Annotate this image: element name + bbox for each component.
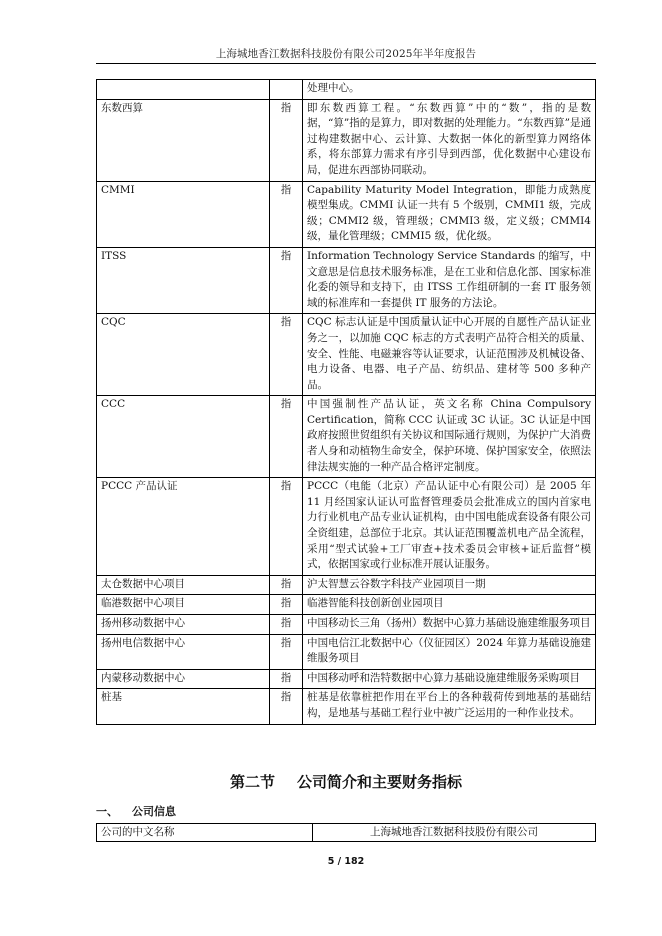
page-number: 5 / 182 — [327, 856, 365, 867]
eq-cell: 指 — [270, 99, 303, 181]
table-row — [97, 80, 596, 100]
eq-cell: 指 — [270, 689, 303, 724]
desc-cell: Information Technology Service Standards 的缩写，中文意思是信息技术服务标准，是在工业和信息化部、国家标准化委的领导和支持下，由 ITSS 工作组研制的一套 IT 服务领域的标准库和一套提供 IT 服务的方法论。 — [303, 247, 596, 313]
term-cell: 临港数据中心项目 — [97, 595, 270, 615]
desc-cell: 中国电信江北数据中心（仪征园区）2024 年算力基础设施建维服务项目 — [303, 634, 596, 669]
table-row — [97, 689, 596, 724]
company-info-table — [96, 823, 596, 842]
eq-cell: 指 — [270, 595, 303, 615]
report-header: 上海城地香江数据科技股份有限公司2025年半年度报告 — [215, 48, 477, 60]
term-cell: CCC — [97, 396, 270, 478]
subsection-number: 一、 — [96, 805, 118, 818]
section-heading — [96, 771, 596, 792]
table-row — [97, 575, 596, 595]
table-row — [97, 669, 596, 689]
eq-cell: 指 — [270, 634, 303, 669]
info-label: 公司的中文名称 — [97, 824, 313, 842]
table-row — [97, 314, 596, 396]
term-cell: 太仓数据中心项目 — [97, 575, 270, 595]
definitions-table — [96, 79, 596, 725]
info-value: 上海城地香江数据科技股份有限公司 — [313, 824, 596, 842]
desc-cell: 即东数西算工程。“东数西算”中的“数”，指的是数据，“算”指的是算力，即对数据的处理能力。“东数西算”是通过构建数据中心、云计算、大数据一体化的新型算力网络体系，将东部算力需求有序引导到西部，优化数据中心建设布局，促进东西部协同联动。 — [303, 99, 596, 181]
term-cell: 扬州移动数据中心 — [97, 615, 270, 635]
eq-cell: 指 — [270, 615, 303, 635]
term-cell: 扬州电信数据中心 — [97, 634, 270, 669]
eq-cell: 指 — [270, 396, 303, 478]
term-cell: 内蒙移动数据中心 — [97, 669, 270, 689]
term-cell: 东数西算 — [97, 99, 270, 181]
table-row — [97, 634, 596, 669]
table-row — [97, 99, 596, 181]
eq-cell — [270, 80, 303, 100]
desc-cell: CQC 标志认证是中国质量认证中心开展的自愿性产品认证业务之一，以加施 CQC 标志的方式表明产品符合相关的质量、安全、性能、电磁兼容等认证要求，认证范围涉及机械设备、电力设备、电器、电子产品、纺织品、建材等 500 多种产品。 — [303, 314, 596, 396]
desc-cell: 中国强制性产品认证，英文名称 China Compulsory Certification，简称 CCC 认证或 3C 认证。3C 认证是中国政府按照世贸组织有关协议和国际通行规则，为保护广大消费者人身和动植物生命安全，保护环境、保护国家安全，依照法律法规实施的一种产品合格评定制度。 — [303, 396, 596, 478]
eq-cell: 指 — [270, 181, 303, 247]
section-title: 公司简介和主要财务指标 — [297, 773, 463, 791]
term-cell: CMMI — [97, 181, 270, 247]
table-row — [97, 396, 596, 478]
subsection-title: 公司信息 — [132, 805, 176, 818]
desc-cell: PCCC（电能（北京）产品认证中心有限公司）是 2005 年 11 月经国家认证认可监督管理委员会批准成立的国内首家电力行业机电产品专业认证机构，由中国电能成套设备有限公司全资组建，总部位于北京。其认证范围覆盖机电产品全流程，采用“型式试验+工厂审查+技术委员会审核+证后监督”模式，依据国家或行业标准开展认证服务。 — [303, 478, 596, 576]
term-cell: 桩基 — [97, 689, 270, 724]
desc-cell: 中国移动长三角（扬州）数据中心算力基础设施建维服务项目 — [303, 615, 596, 635]
table-row — [97, 478, 596, 576]
term-cell — [97, 80, 270, 100]
desc-cell: 临港智能科技创新创业园项目 — [303, 595, 596, 615]
eq-cell: 指 — [270, 247, 303, 313]
desc-cell: 中国移动呼和浩特数据中心算力基础设施建维服务采购项目 — [303, 669, 596, 689]
term-cell: CQC — [97, 314, 270, 396]
subsection-heading — [96, 803, 176, 819]
table-row — [97, 247, 596, 313]
desc-cell: 桩基是依靠桩把作用在平台上的各种载荷传到地基的基础结构，是地基与基础工程行业中被广泛运用的一种作业技术。 — [303, 689, 596, 724]
header-rule — [96, 63, 596, 64]
table-row — [97, 824, 596, 842]
term-cell: PCCC 产品认证 — [97, 478, 270, 576]
desc-cell: 处理中心。 — [303, 80, 596, 100]
table-row — [97, 615, 596, 635]
eq-cell: 指 — [270, 575, 303, 595]
section-number: 第二节 — [229, 773, 275, 791]
eq-cell: 指 — [270, 314, 303, 396]
table-row — [97, 181, 596, 247]
eq-cell: 指 — [270, 478, 303, 576]
term-cell: ITSS — [97, 247, 270, 313]
desc-cell: Capability Maturity Model Integration，即能力成熟度模型集成。CMMI 认证一共有 5 个级别，CMMI1 级，完成级；CMMI2 级，管理级；CMMI3 级，定义级；CMMI4 级，量化管理级；CMMI5 级，优化级。 — [303, 181, 596, 247]
table-row — [97, 595, 596, 615]
desc-cell: 沪太智慧云谷数字科技产业园项目一期 — [303, 575, 596, 595]
eq-cell: 指 — [270, 669, 303, 689]
